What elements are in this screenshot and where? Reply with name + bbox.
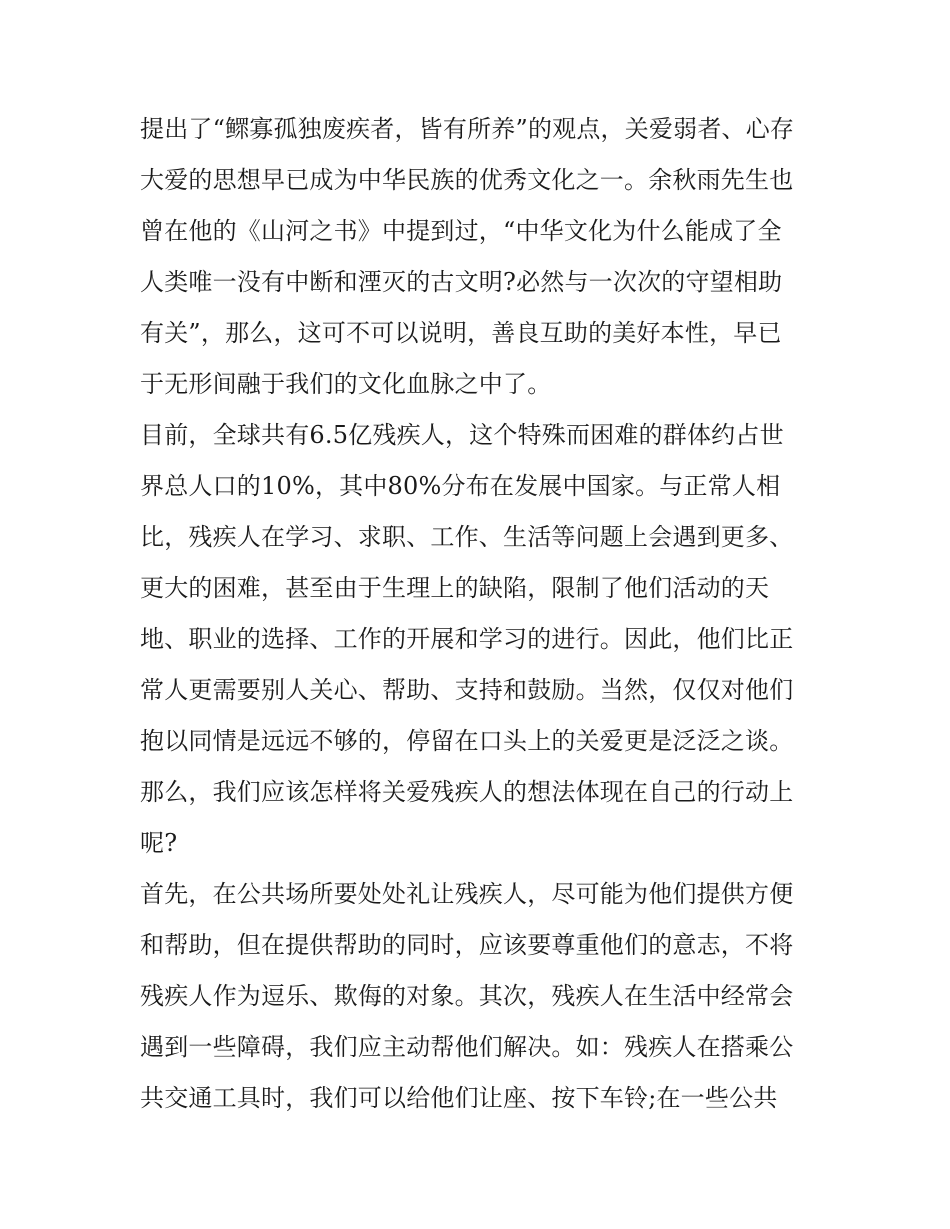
text-line: 常人更需要别人关心、帮助、支持和鼓励。当然，仅仅对他们 <box>140 676 794 704</box>
text-line: 比，残疾人在学习、求职、工作、生活等问题上会遇到更多、 <box>140 523 794 551</box>
text-line: 地、职业的选择、工作的开展和学习的进行。因此，他们比正 <box>140 625 794 653</box>
text-line: 曾在他的《山河之书》中提到过，“中华文化为什么能成了全 <box>140 217 782 245</box>
text-line: 呢? <box>140 829 178 857</box>
text-line: 那么，我们应该怎样将关爱残疾人的想法体现在自己的行动上 <box>140 778 794 806</box>
text-line: 大爱的思想早已成为中华民族的优秀文化之一。余秋雨先生也 <box>140 166 794 194</box>
text-line: 首先，在公共场所要处处礼让残疾人，尽可能为他们提供方便 <box>140 880 794 908</box>
text-line: 于无形间融于我们的文化血脉之中了。 <box>140 370 552 398</box>
text-line: 人类唯一没有中断和湮灭的古文明?必然与一次次的守望相助 <box>140 268 783 296</box>
text-line: 界总人口的10%，其中80%分布在发展中国家。与正常人相 <box>140 472 781 500</box>
text-line: 残疾人作为逗乐、欺侮的对象。其次，残疾人在生活中经常会 <box>140 982 794 1010</box>
body-text <box>140 104 820 1124</box>
text-line: 和帮助，但在提供帮助的同时，应该要尊重他们的意志，不将 <box>140 931 794 959</box>
text-line: 提出了“鳏寡孤独废疾者，皆有所养”的观点，关爱弱者、心存 <box>140 115 795 143</box>
text-line: 更大的困难，甚至由于生理上的缺陷，限制了他们活动的天 <box>140 574 770 602</box>
text-line: 遇到一些障碍，我们应主动帮他们解决。如：残疾人在搭乘公 <box>140 1033 794 1061</box>
text-line: 共交通工具时，我们可以给他们让座、按下车铃;在一些公共 <box>140 1084 778 1112</box>
text-line: 抱以同情是远远不够的，停留在口头上的关爱更是泛泛之谈。 <box>140 727 794 755</box>
text-line: 目前，全球共有6.5亿残疾人，这个特殊而困难的群体约占世 <box>140 421 784 449</box>
text-line: 有关”，那么，这可不可以说明，善良互助的美好本性，早已 <box>140 319 782 347</box>
